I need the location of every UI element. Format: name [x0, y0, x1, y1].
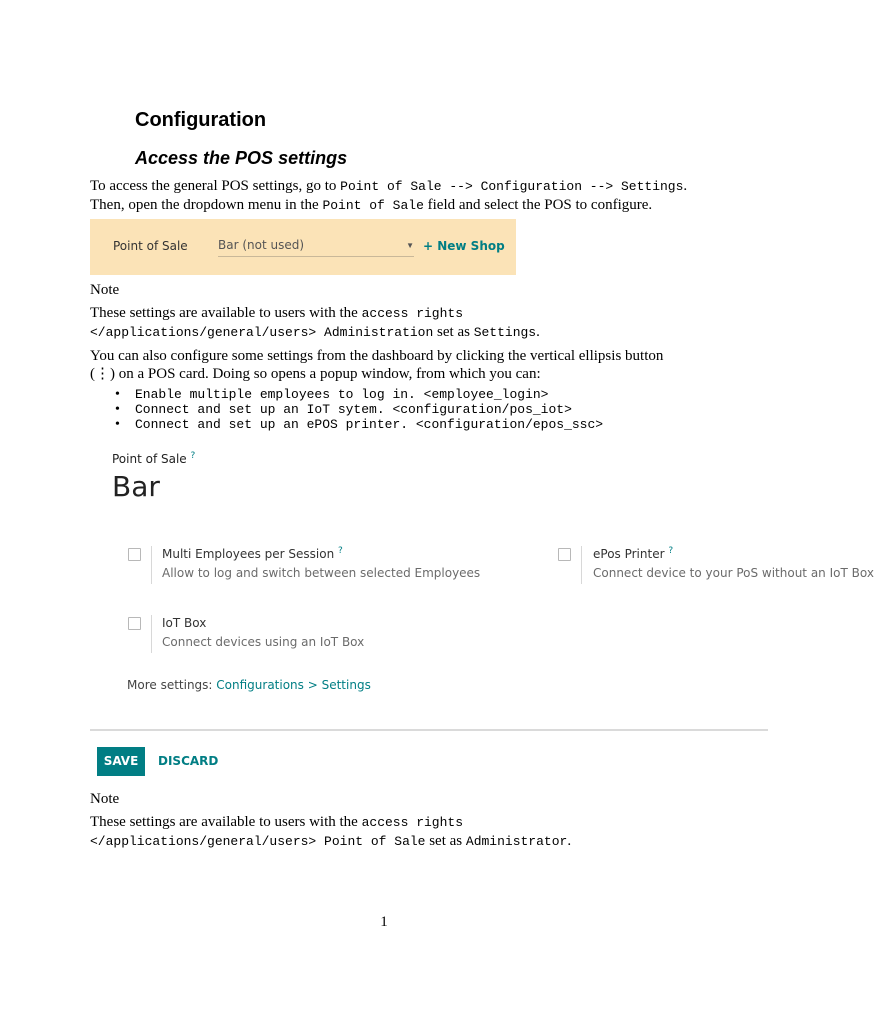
- code-setting: Administrator: [465, 834, 568, 849]
- code-role: Point of Sale: [316, 834, 426, 849]
- text: You can also configure some settings from the dashboard by clicking the vertical ellipsis button: [90, 348, 664, 364]
- text: set as: [433, 324, 474, 340]
- code-setting: Settings: [473, 325, 537, 340]
- code-field-name: Point of Sale: [322, 198, 424, 213]
- text: set as: [425, 833, 466, 849]
- configuration-settings-link[interactable]: Configurations > Settings: [216, 678, 371, 692]
- note-body: [90, 304, 540, 342]
- list-item: • Connect and set up an ePOS printer. <configuration/epos_ssc>: [111, 417, 603, 432]
- section-heading-configuration: Configuration: [135, 109, 267, 131]
- page-number: 1: [380, 914, 388, 930]
- divider: [151, 546, 152, 584]
- footer-divider: [90, 729, 768, 731]
- code-link-target: </applications/general/users>: [90, 325, 317, 340]
- note-title: Note: [90, 791, 120, 807]
- text: field and select the POS to configure.: [423, 197, 653, 213]
- text: To access the general POS settings, go to: [90, 178, 341, 194]
- multi-employees-checkbox[interactable]: [128, 548, 141, 561]
- iot-box-checkbox[interactable]: [128, 617, 141, 630]
- help-icon[interactable]: ?: [338, 546, 343, 556]
- screenshot-pos-popup: [90, 440, 874, 790]
- pos-label-text: Point of Sale: [112, 452, 187, 466]
- divider: [581, 546, 582, 584]
- new-shop-link[interactable]: + New Shop: [423, 239, 505, 253]
- text: These settings are available to users with the: [90, 814, 362, 830]
- code-link-target: </applications/general/users>: [90, 834, 317, 849]
- pos-name: Bar: [112, 470, 160, 503]
- help-icon[interactable]: ?: [668, 546, 674, 556]
- screenshot-pos-dropdown: [90, 219, 516, 275]
- list-item: • Enable multiple employees to log in. <employee_login>: [111, 387, 603, 402]
- more-settings: [127, 678, 371, 692]
- paragraph-access-settings: [90, 177, 687, 215]
- option-desc-epos-printer: Connect device to your PoS without an IoT Box: [593, 566, 874, 580]
- code-role: Administration: [316, 325, 434, 340]
- option-desc-iot-box: Connect devices using an IoT Box: [162, 635, 365, 649]
- more-settings-label: More settings:: [127, 678, 217, 692]
- list-item: • Connect and set up an IoT sytem. <configuration/pos_iot>: [111, 402, 603, 417]
- option-desc-multi-employees: Allow to log and switch between selected Employees: [162, 566, 481, 580]
- epos-printer-checkbox[interactable]: [558, 548, 571, 561]
- text: .: [683, 178, 688, 194]
- paragraph-dashboard: [90, 347, 663, 383]
- code-access-rights: access rights: [361, 815, 464, 830]
- option-title-multi-employees: [162, 546, 343, 561]
- caret-down-icon: ▼: [406, 241, 414, 250]
- note-body: [90, 813, 571, 851]
- note-title: Note: [90, 282, 120, 298]
- divider: [151, 615, 152, 653]
- option-title-text: ePos Printer: [593, 547, 665, 561]
- code-menu-path: Point of Sale --> Configuration --> Settings: [340, 179, 684, 194]
- text: (⋮) on a POS card. Doing so opens a popup window, from which you can:: [90, 366, 541, 382]
- pos-select[interactable]: [218, 237, 414, 257]
- pos-select-value: Bar (not used): [218, 238, 305, 252]
- save-button[interactable]: SAVE: [97, 747, 145, 776]
- option-title-text: Multi Employees per Session: [162, 547, 335, 561]
- pos-field-label: Point of Sale: [113, 239, 188, 253]
- discard-button[interactable]: DISCARD: [158, 754, 219, 768]
- text: Then, open the dropdown menu in the: [90, 197, 323, 213]
- subsection-heading-access-pos-settings: Access the POS settings: [135, 148, 348, 168]
- pos-label: [112, 451, 195, 466]
- text: .: [536, 324, 540, 340]
- option-list: [111, 387, 603, 432]
- help-icon[interactable]: ?: [190, 451, 196, 461]
- option-title-iot-box: IoT Box: [162, 616, 207, 630]
- code-access-rights: access rights: [361, 306, 464, 321]
- option-title-epos-printer: [593, 546, 673, 561]
- text: .: [567, 833, 572, 849]
- text: These settings are available to users with the: [90, 305, 362, 321]
